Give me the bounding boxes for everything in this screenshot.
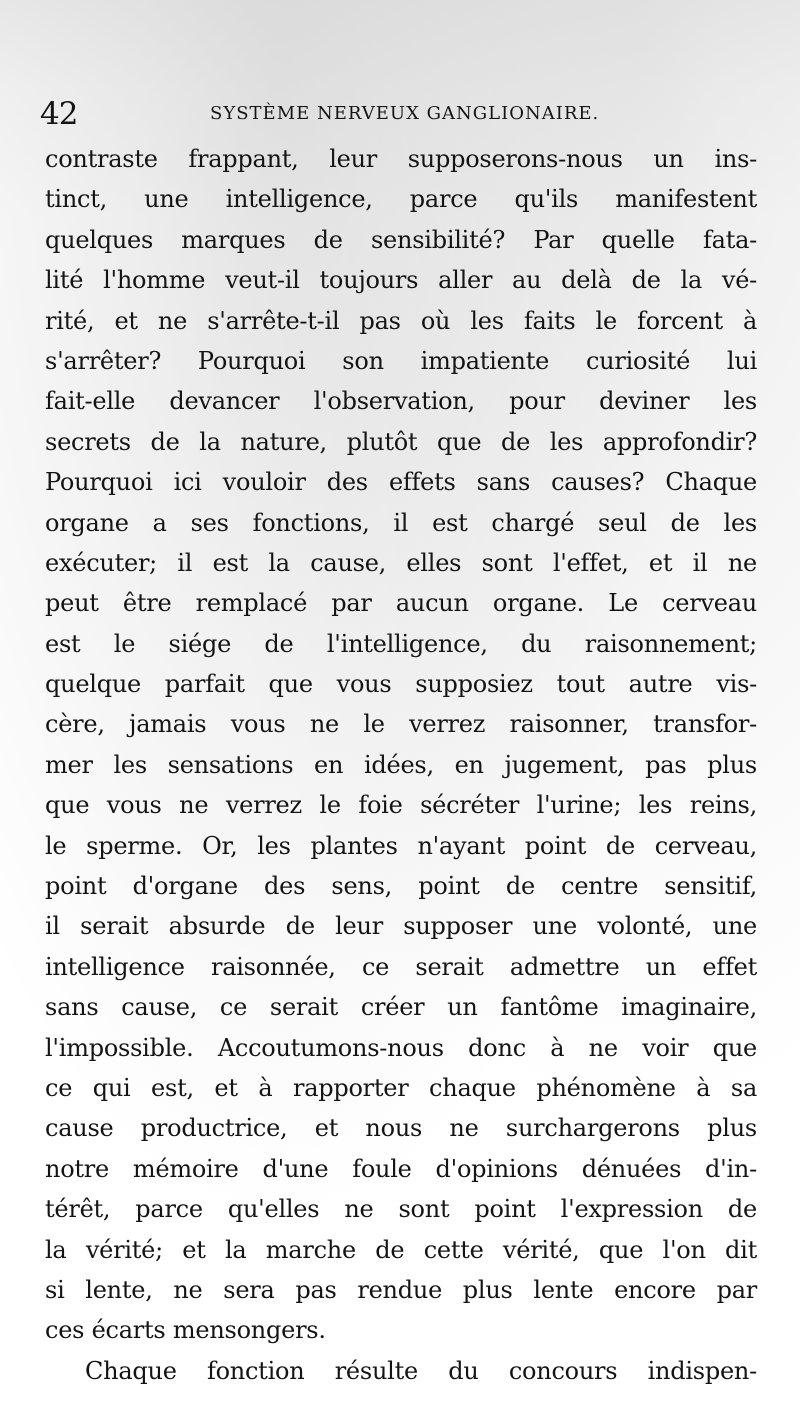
- text-line: l'impossible. Accoutumons-nous donc à ne voir que: [45, 1033, 757, 1062]
- text-line: s'arrêter? Pourquoi son impatiente curiosité lui: [45, 346, 757, 375]
- running-head-title: SYSTÈME NERVEUX GANGLIONAIRE.: [210, 103, 600, 124]
- text-line: point d'organe des sens, point de centre sensitif,: [45, 872, 757, 901]
- text-line: cère, jamais vous ne le verrez raisonner, transfor-: [45, 710, 757, 739]
- text-line: quelque parfait que vous supposiez tout autre vis-: [45, 670, 757, 699]
- text-line: lité l'homme veut-il toujours aller au delà de la vé-: [45, 266, 757, 295]
- text-line: que vous ne verrez le foie sécréter l'urine; les reins,: [45, 791, 757, 820]
- text-line: peut être remplacé par aucun organe. Le cerveau: [45, 589, 757, 618]
- text-line: cause productrice, et nous ne surchargerons plus: [45, 1114, 757, 1143]
- text-line: contraste frappant, leur supposerons-nous un ins-: [45, 145, 757, 173]
- text-line: mer les sensations en idées, en jugement, pas plus: [45, 750, 757, 779]
- text-line: intelligence raisonnée, ce serait admettre un effet: [45, 952, 757, 981]
- running-head: [40, 92, 760, 136]
- text-line: ce qui est, et à rapporter chaque phénomène à sa: [45, 1073, 757, 1102]
- text-line: si lente, ne sera pas rendue plus lente encore par: [45, 1275, 757, 1304]
- body-text: [45, 139, 757, 1391]
- paragraph-start-line: Chaque fonction résulte du concours indispen-: [85, 1356, 757, 1385]
- text-line: fait-elle devancer l'observation, pour deviner les: [45, 387, 757, 416]
- text-line: est le siége de l'intelligence, du raisonnement;: [45, 629, 757, 658]
- text-line: secrets de la nature, plutôt que de les approfondir?: [45, 427, 757, 456]
- text-line: la vérité; et la marche de cette vérité, que l'on dit: [45, 1235, 757, 1264]
- text-line: organe a ses fonctions, il est chargé seul de les: [45, 508, 757, 537]
- text-line: térêt, parce qu'elles ne sont point l'expression de: [45, 1195, 757, 1224]
- text-line: rité, et ne s'arrête-t-il pas où les faits le forcent à: [45, 306, 757, 335]
- text-line: sans cause, ce serait créer un fantôme imaginaire,: [45, 993, 757, 1022]
- page-number: 42: [40, 96, 78, 132]
- text-line: le sperme. Or, les plantes n'ayant point de cerveau,: [45, 831, 757, 860]
- paragraph-end-line: ces écarts mensongers.: [45, 1316, 326, 1345]
- text-line: quelques marques de sensibilité? Par quelle fata-: [45, 225, 757, 254]
- text-line: notre mémoire d'une foule d'opinions dénuées d'in-: [45, 1154, 757, 1183]
- text-line: tinct, une intelligence, parce qu'ils manifestent: [45, 185, 757, 214]
- text-line: exécuter; il est la cause, elles sont l'effet, et il ne: [45, 548, 757, 577]
- text-line: Pourquoi ici vouloir des effets sans causes? Chaque: [45, 468, 757, 497]
- text-line: il serait absurde de leur supposer une volonté, une: [45, 912, 757, 941]
